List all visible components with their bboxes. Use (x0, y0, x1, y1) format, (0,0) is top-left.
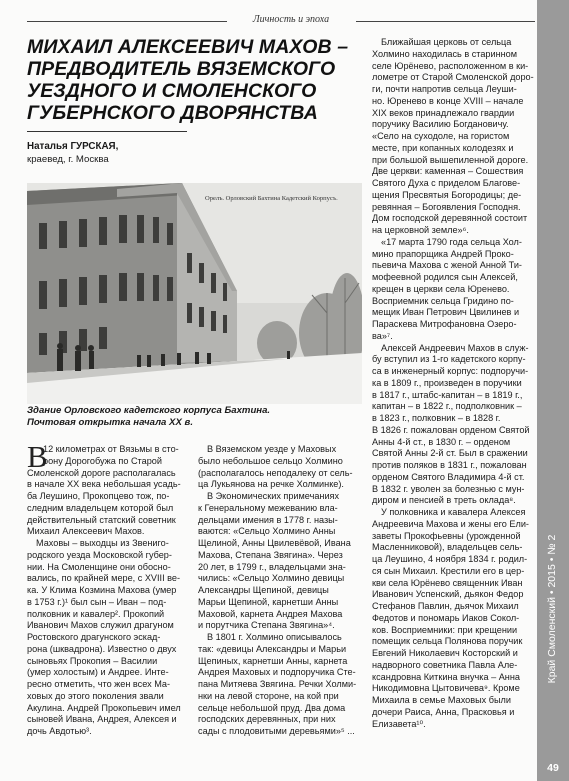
text-line: на церковной земле»⁶. (372, 225, 469, 235)
text-line: Святого Духа с приделом Благове- (372, 178, 521, 188)
text-line: «Село на суходоле, на гористом (372, 131, 510, 141)
text-line: Федотов и пономарь Иаков Сокол- (372, 612, 520, 623)
text-line: мофеевной родился сын Алексей, (372, 272, 518, 282)
text-line: 20 лет, в 1799 г., владельцами зна- (198, 561, 346, 572)
text-line: ка в 1809 г., произведен в поручики (372, 377, 522, 388)
text-line: Марьи Щепиной, карнетши Анны (198, 596, 339, 607)
text-line: ца Леушино, 4 ноября 1834 г. родил- (372, 554, 528, 564)
text-line: В 1826 г. пожалован орденом Святой (372, 424, 530, 435)
text-line: Холмино находилась в старинном (372, 48, 518, 59)
page-number: 49 (547, 762, 559, 774)
journal-sidebar (537, 0, 569, 781)
text-line: Ростовского драгунского эскад- (27, 632, 161, 642)
text-line: Евгений Николаевич Косторский и (372, 648, 518, 658)
text-line: Александры Щепиной, девицы (198, 585, 329, 595)
caption-line: Почтовая открытка начала ХХ в. (27, 417, 193, 428)
text-line: Восприемник сельца Гридино по- (372, 295, 514, 306)
article-title (27, 36, 362, 124)
text-line: сыновей Ивана, Андрея, Алексея и (27, 714, 177, 725)
text-line: диром и пенсией в треть оклада⁸. (372, 495, 516, 506)
text-line: Иванович Махов служил драгуном (27, 620, 174, 631)
text-line: заветы Прокофьевны (урожденной (372, 530, 521, 541)
text-line: Маховы – выходцы из Звениго- (36, 538, 169, 548)
title-rule (27, 131, 187, 132)
journal-name: Край Смоленский • 2015 • № 2 (546, 534, 558, 684)
text-line: ся сын Михаил. Крестили его в цер- (372, 565, 525, 576)
text-line: Махова, Степана Звягина». Через (198, 549, 343, 560)
text-line: ка. У Клима Козмина Махова (умер (27, 585, 177, 595)
text-line: Дом господской деревянной состоит (372, 213, 528, 224)
text-line: са в инженерный корпус: подпоручи- (372, 366, 529, 376)
text-line: нии. На Смоленщине они обосно- (27, 561, 171, 572)
text-line: Ближайшая церковь от сельца (381, 37, 512, 47)
text-line: но. Юренево в конце XVIII – начале (372, 95, 524, 106)
text-line: дочери Раиса, Анна, Прасковья и (372, 706, 515, 717)
text-line: при большой вышепиленной дороге. (372, 154, 529, 165)
text-line: ба Леушино, Прокопцево тож, по- (27, 491, 170, 501)
text-line: Михаил Алексеевич Махов. (27, 526, 145, 537)
text-line: Две церкви: каменная – Сошествия (372, 166, 524, 177)
text-line: Параскева Митрофановна Озеро- (372, 319, 517, 329)
author-role: краевед, г. Москва (27, 154, 109, 165)
text-line: мино прапорщика Андрей Проко- (372, 248, 514, 259)
text-line: действительный статский советник (27, 514, 176, 525)
text-line: ги, почти напротив сельца Леуши- (372, 84, 517, 94)
title-line: УЕЗДНОГО И СМОЛЕНСКОГО (27, 80, 317, 102)
text-line: В 1801 г. Холмино описывалось (207, 632, 342, 642)
text-line: Святой Анны 2-й ст. Был в сражении (372, 448, 528, 459)
text-line: Михаила в семье Маховых были (372, 695, 511, 705)
text-line: Елизавета¹⁰. (372, 718, 426, 729)
text-line: следним владельцем которой был (27, 502, 174, 513)
text-line: ховых до этого поколения звали (27, 690, 164, 701)
text-line: в 1823 г., полковник – в 1828 г. (372, 413, 501, 423)
text-line: ца Лукьянова на речке Холминке). (198, 479, 344, 490)
text-line: Андреевича Махова и жены его Ели- (372, 518, 529, 529)
text-line: полковник и кавалер². Прокопий (27, 608, 165, 619)
text-line: селе Юрёнево, расположенном в ки- (372, 60, 529, 71)
text-line: В Экономических примечаниях (207, 491, 340, 501)
text-line: Андрея Маховых и подпоручика Сте- (198, 667, 356, 678)
text-line: в начале ХХ века небольшая усадь- (27, 479, 181, 490)
text-line: XIX веков принадлежало гвардии (372, 107, 515, 118)
text-line: Щепиных, карнетши Анны, карнета (198, 655, 348, 666)
title-line: ПРЕДВОДИТЕЛЬ ВЯЗЕМСКОГО (27, 58, 336, 80)
photo-inscription: Орелъ. Орловский Бахтина Кадетский Корпусъ. (205, 195, 338, 202)
text-line: против поляков в 1831 г., пожалован (372, 460, 527, 470)
text-line: ва»⁷. (372, 330, 393, 341)
text-line: пьевича Махова с женой Анной Ти- (372, 260, 522, 271)
title-line: ГУБЕРНСКОГО ДВОРЯНСТВА (27, 102, 318, 124)
cadet-corps-photo (27, 183, 362, 404)
text-line: Анны 4-й ст., в 1830 г. – орденом (372, 436, 511, 447)
text-line: щения Пресвятыя Богородицы; де- (372, 189, 522, 200)
text-line: чились: «Сельцо Холмино девицы (198, 573, 345, 584)
text-line: сыновьях Прокопия – Василии (27, 655, 158, 666)
text-line: помещик сельца Полянова поручик (372, 636, 523, 647)
text-line: ваются: «Сельцо Холмино Анны (198, 526, 336, 537)
text-line: крещен в церкви села Юренево. (372, 283, 510, 294)
text-line: Алексей Андреевич Махов в служ- (381, 342, 529, 353)
text-line: сельце небольшой пруд. Два дома (198, 702, 346, 713)
text-line: В 1832 г. уволен за болезнью с мун- (372, 483, 525, 494)
text-line: и порутчика Степана Звягина»⁴. (198, 620, 335, 631)
text-line: было небольшое сельцо Холмино (198, 455, 343, 466)
caption-line: Здание Орловского кадетского корпуса Бахтина. (27, 405, 271, 416)
text-line: в 1817 г., штабс-капитан – в 1819 г., (372, 389, 523, 400)
text-line: Акулина. Андрей Прокопьевич имел (27, 702, 181, 713)
header-rule-right (356, 21, 535, 22)
text-line: в 1753 г.)¹ был сын – Иван – под- (27, 596, 167, 607)
text-line: У полковника и кавалера Алексея (381, 507, 526, 517)
text-line: бу вступил из 1-го кадетского корпу- (372, 354, 526, 365)
text-line: Смоленской дороге располагалась (27, 467, 176, 478)
title-line: МИХАИЛ АЛЕКСЕЕВИЧ МАХОВ – (27, 36, 349, 58)
text-line: дочь Авдотью³. (27, 726, 92, 736)
text-line: к Генеральному межеванию вла- (198, 502, 338, 513)
text-line: надворного советника Павла Але- (372, 659, 518, 670)
author-name: Наталья ГУРСКАЯ, (27, 141, 119, 152)
text-line: господских деревянных, при них (198, 714, 336, 725)
text-line: пана Митяева Звягина. Речки Холми- (198, 679, 357, 689)
text-line: лометре от Старой Смоленской доро- (372, 72, 534, 83)
text-line: Иванович Успенский, дьякон Федор (372, 589, 524, 600)
text-line: «17 марта 1790 года сельца Хол- (381, 236, 522, 247)
text-line: капитан – в 1822 г., подполковник – (372, 401, 522, 412)
text-line: рона (шквадрона). Известно о двух (27, 643, 177, 654)
text-line: Щелиной, Анны Цвилевёвой, Ивана (198, 538, 351, 548)
text-line: В Вяземском уезде у Маховых (207, 444, 337, 454)
text-line: так: «девицы Александры и Марьи (198, 643, 347, 654)
text-line: Маховой, карнета Андрея Махова (198, 608, 343, 619)
section-heading: Личность и эпоха (252, 14, 330, 25)
text-line: ксандровна Киткина внучка – Анна (372, 671, 520, 682)
text-line: мещик Иван Петрович Цвилинев и (372, 307, 520, 318)
drop-cap: В (27, 439, 48, 474)
text-line: сады с плодовитыми деревьями»⁵ ... (198, 726, 355, 736)
text-line: 12 километрах от Вязьмы в сто- (43, 444, 179, 454)
text-line: родского уезда Московской губер- (27, 549, 172, 560)
text-line: Стефанов Павлин, дьячок Михаил (372, 601, 519, 611)
text-line: (располагалось неподалеку от сель- (198, 467, 353, 478)
photo-caption (27, 405, 367, 429)
text-line: вались, по крайней мере, с XVIII ве- (27, 573, 181, 584)
text-line: Масленниковой), владельцев сель- (372, 542, 523, 553)
text-line: рону Дорогобужа по Старой (43, 455, 162, 466)
text-line: ресно отметить, что жен всех Ма- (27, 679, 171, 689)
text-line: кви села Юрёнево священник Иван (372, 577, 523, 588)
text-line: нки на левой стороне, на кой при (198, 690, 339, 701)
text-line: орденом Святого Владимира 4-й ст. (372, 471, 525, 482)
header-rule-left (27, 21, 227, 22)
text-line: ревянная – Богоявления Господня. (372, 201, 521, 212)
text-line: ков. Восприемники: при крещении (372, 624, 518, 635)
text-line: месте, при копанных колодезях и (372, 142, 514, 153)
text-line: (умер холостым) и Андрее. Инте- (27, 667, 169, 678)
text-line: поручику Василию Богдановичу. (372, 119, 509, 130)
text-line: дельцами имения в 1778 г. назы- (198, 514, 338, 525)
text-line: Никодимовна Цытовичева⁹. Кроме (372, 683, 520, 694)
